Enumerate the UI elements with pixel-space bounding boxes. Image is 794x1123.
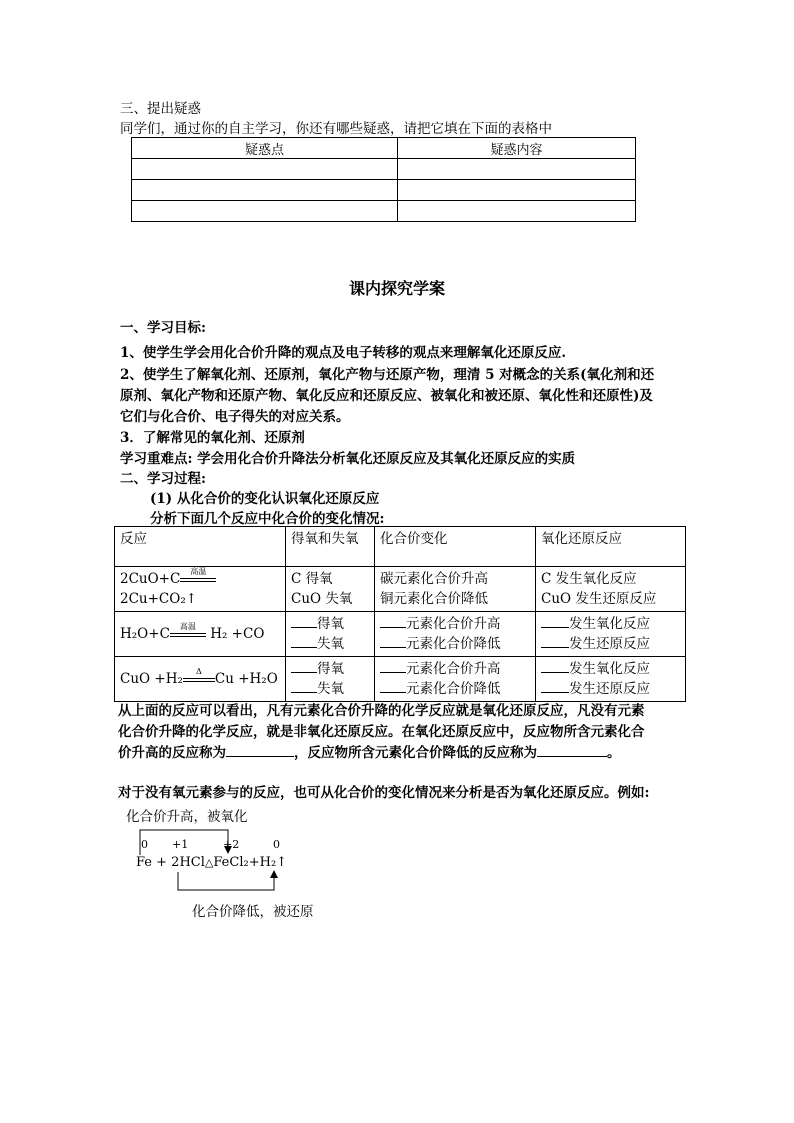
r2-blank-lose[interactable] [291,647,317,648]
section3-intro: 同学们，通过你的自主学习，你还有哪些疑惑，请把它填在下面的表格中 [120,121,552,137]
doubt-cell[interactable] [132,180,398,201]
eq-cond: △ [204,856,214,869]
eq-h2: H₂ [259,855,277,870]
page-title: 课内探究学案 [348,279,445,298]
r3-blank-up[interactable] [380,672,406,673]
r3-oxygen [286,657,375,702]
r3-valence [375,657,536,702]
key-points: 学习重难点: 学会用化合价升降法分析氧化还原反应及其氧化还原反应的实质 [120,451,576,467]
valence-h: +1 [172,838,189,851]
r1-lhs: 2CuO+C [120,571,181,587]
doubt-cell[interactable] [132,201,398,222]
r3-blank-gain[interactable] [291,672,317,673]
section3-heading: 三、提出疑惑 [120,101,201,117]
reaction-1 [115,567,286,612]
r2-blank-gain[interactable] [291,627,317,628]
eq-arrow: ↑ [276,855,288,870]
r2-lhs: H₂O+C [120,626,170,642]
header-redox: 氧化还原反应 [536,527,686,567]
r1-cond: 高温 [190,567,207,576]
blank-reduction-term[interactable] [537,756,607,757]
goal-2-line1: 2、使学生了解氧化剂、还原剂，氧化产物与还原产物，理清 5 对概念的关系(氧化剂和还 [120,367,655,383]
doubt-cell[interactable] [398,180,636,201]
header-oxygen: 得氧和失氧 [286,527,375,567]
blank-oxidation-term[interactable] [226,756,294,757]
conclusion-line1: 从上面的反应可以看出，凡有元素化合价升降的化学反应就是氧化还原反应，凡没有元素 [118,703,645,719]
r2-blank-down[interactable] [380,647,406,648]
r2-blank-red[interactable] [541,647,569,648]
r2-ox: 发生氧化反应 [569,616,650,632]
goals-heading: 一、学习目标: [120,320,206,336]
eq-plus2: + [248,855,260,870]
process-sub2: 分析下面几个反应中化合价的变化情况: [150,511,385,527]
r2-rhs: H₂ +CO [210,626,265,642]
process-heading: 二、学习过程: [120,471,206,487]
r3-blank-red[interactable] [541,692,569,693]
r3-rhs: Cu +H₂O [214,671,278,687]
doubt-cell[interactable] [398,201,636,222]
r2-blank-ox[interactable] [541,627,569,628]
goal-3: 3．了解常见的氧化剂、还原剂 [120,430,305,446]
goal-2-line2: 原剂、氧化产物和还原产物、氧化反应和还原反应、被氧化和被还原、氧化性和还原性)及 [120,388,653,404]
process-sub1: (1) 从化合价的变化认识氧化还原反应 [150,491,380,507]
example-intro: 对于没有氧元素参与的反应，也可从化合价的变化情况来分析是否为氧化还原反应。例如: [118,785,650,801]
r1-oxygen [286,567,375,612]
r1-valence [375,567,536,612]
eq-fe: Fe [136,855,153,870]
r2-redox [536,612,686,657]
valence-fe2: +2 [223,838,240,851]
arrow-up-icon [270,870,278,878]
r2-blank-up[interactable] [380,627,406,628]
r3-red: 发生还原反应 [569,681,650,697]
reaction-3 [115,657,286,702]
eq-hcl: HCl [179,855,205,870]
r3-redox [536,657,686,702]
r1-o2: CuO 失氧 [291,591,353,607]
eq-plus1: + 2 [152,855,180,870]
r2-red: 发生还原反应 [569,636,650,652]
doubt-header-point: 疑惑点 [132,138,398,159]
reaction-table [114,526,686,702]
r3-blank-down[interactable] [380,692,406,693]
r3-down: 元素化合价降低 [406,681,501,697]
header-valence: 化合价变化 [375,527,536,567]
r3-up: 元素化合价升高 [406,661,501,677]
r3-cond: Δ [196,667,202,676]
r1-rhs: 2Cu+CO₂↑ [120,591,198,607]
r1-x1: C 发生氧化反应 [541,571,637,587]
r1-x2: CuO 发生还原反应 [541,591,657,607]
conclusion-3c: 。 [607,745,621,761]
r1-redox [536,567,686,612]
valence-h2: 0 [273,838,280,851]
doubt-table [131,137,636,222]
conclusion-line2: 化合价升降的化学反应，就是非氧化还原反应。在氧化还原反应中，反应物所含元素化合 [118,724,645,740]
conclusion-line3 [118,741,621,761]
reaction-2 [115,612,286,657]
reduction-bracket [178,872,274,890]
conclusion-3a: 价升高的反应称为 [118,745,226,761]
r1-v1: 碳元素化合价升高 [380,571,488,587]
r2-oxygen [286,612,375,657]
r3-gain: 得氧 [317,661,344,677]
doubt-header-content: 疑惑内容 [398,138,636,159]
valence-fe: 0 [141,838,148,851]
header-reaction: 反应 [115,527,286,567]
label-oxidized: 化合价升高，被氧化 [126,809,248,825]
r3-ox: 发生氧化反应 [569,661,650,677]
r1-v2: 铜元素化合价降低 [380,591,488,607]
r2-up: 元素化合价升高 [406,616,501,632]
r3-lose: 失氧 [317,681,344,697]
r3-lhs: CuO +H₂ [120,671,183,687]
r2-valence [375,612,536,657]
example-equation [136,855,287,870]
r1-o1: C 得氧 [291,571,333,587]
doubt-cell[interactable] [398,159,636,180]
conclusion-3b: ，反应物所含元素化合价降低的反应称为 [294,745,537,761]
r2-gain: 得氧 [317,616,344,632]
label-reduced: 化合价降低，被还原 [192,904,314,920]
goal-1: 1、使学生学会用化合价升降的观点及电子转移的观点来理解氧化还原反应. [120,345,567,361]
r2-lose: 失氧 [317,636,344,652]
eq-fecl2: FeCl₂ [213,855,249,870]
r3-blank-ox[interactable] [541,672,569,673]
r3-blank-lose[interactable] [291,692,317,693]
r2-down: 元素化合价降低 [406,636,501,652]
doubt-cell[interactable] [132,159,398,180]
r2-cond: 高温 [179,622,196,631]
goal-2-line3: 它们与化合价、电子得失的对应关系。 [120,409,350,425]
